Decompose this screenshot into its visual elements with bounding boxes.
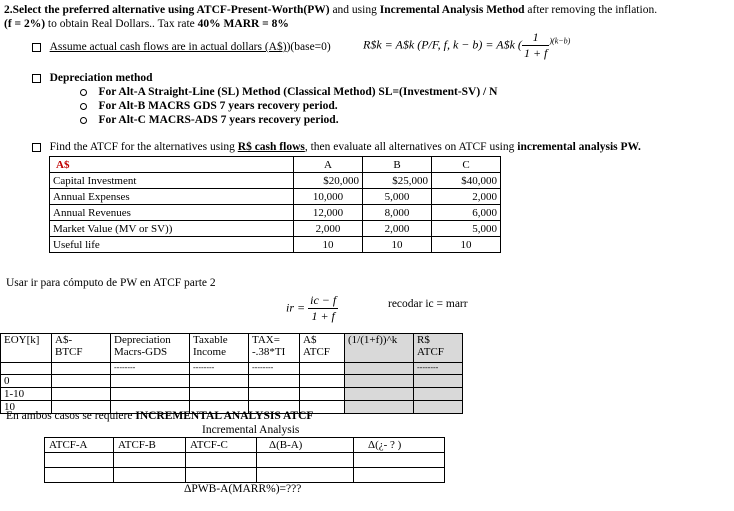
sentence-bold: INCREMENTAL ANALYSIS ATCF	[135, 410, 314, 422]
bullet-text: Find the ATCF for the alternatives using	[49, 141, 238, 153]
title-part: 2.Select the preferred alternative using	[4, 4, 197, 16]
frac-num: 1	[522, 30, 549, 46]
col-header-c: C	[432, 157, 501, 173]
table-row	[45, 468, 445, 483]
cell: 10	[432, 237, 501, 253]
cell: $40,000	[432, 173, 501, 189]
title-part: after removing the inflation.	[524, 4, 658, 16]
ir-formula	[286, 293, 338, 324]
bullet-text: incremental analysis PW.	[517, 141, 641, 153]
col-header: A$- BTCF	[52, 334, 111, 363]
cell: 12,000	[294, 205, 363, 221]
table-row	[1, 388, 463, 401]
circle-bullet-icon	[80, 103, 87, 110]
depreciation-item-text: For Alt-C MACRS-ADS 7 years recovery period.	[98, 114, 339, 126]
col-header: Δ(¿- ? )	[354, 438, 445, 453]
cell: 10	[363, 237, 432, 253]
dash: --------	[111, 363, 190, 375]
ir-den: 1 + f	[311, 309, 335, 323]
row-label: Useful life	[50, 237, 294, 253]
incremental-caption: Incremental Analysis	[202, 424, 300, 436]
col-header: Depreciation Macrs-GDS	[111, 334, 190, 363]
checkbox-icon	[32, 43, 41, 52]
depreciation-item	[80, 86, 497, 98]
col-header: TAX= -.38*TI	[249, 334, 300, 363]
dash: --------	[190, 363, 249, 375]
eoy-cell: 1-10	[1, 388, 52, 401]
depreciation-item-text: For Alt-A Straight-Line (SL) Method (Classical Method) SL=(Investment-SV) / N	[98, 86, 498, 98]
dash-row	[1, 363, 463, 375]
table-row	[1, 375, 463, 388]
table-row	[50, 189, 501, 205]
table-corner: A$	[50, 157, 294, 173]
bullet-text: Assume actual cash flows are in actual dollars (A$)	[49, 41, 287, 53]
table-row	[50, 221, 501, 237]
cell: 8,000	[363, 205, 432, 221]
bullet-actual-dollars	[32, 41, 331, 53]
cell: 2,000	[432, 189, 501, 205]
title-part: to obtain Real Dollars.. Tax rate	[45, 18, 198, 30]
col-header: ATCF-A	[45, 438, 114, 453]
col-header-a: A	[294, 157, 363, 173]
conversion-formula	[363, 30, 570, 61]
table-row	[50, 205, 501, 221]
incremental-sentence	[6, 410, 313, 422]
col-header: Δ(B-A)	[257, 438, 354, 453]
cell: 2,000	[294, 221, 363, 237]
eoy-cell: 10	[1, 401, 52, 414]
base-note: )(base=0)	[286, 41, 331, 53]
title-part: and using	[329, 4, 380, 16]
formula-text: R$k = A$k (P/F, f, k − b) = A$k (	[363, 37, 522, 52]
dash: --------	[249, 363, 300, 375]
col-header: Taxable Income	[190, 334, 249, 363]
cell: 5,000	[432, 221, 501, 237]
cell: 2,000	[363, 221, 432, 237]
sentence-text: En ambos casos se requiere	[6, 410, 136, 422]
ir-num: ic − f	[310, 293, 337, 307]
alternatives-table	[49, 156, 501, 253]
row-label: Annual Expenses	[50, 189, 294, 205]
bullet-text: R$ cash flows	[237, 141, 305, 153]
inflation-rate: (f = 2%)	[4, 18, 46, 30]
formula-exponent: )(k−b)	[549, 36, 571, 46]
row-label: Capital Investment	[50, 173, 294, 189]
depreciation-item	[80, 100, 338, 112]
col-header: ATCF-B	[114, 438, 186, 453]
col-header-b: B	[363, 157, 432, 173]
eoy-cell: 0	[1, 375, 52, 388]
marr: MARR = 8%	[220, 18, 289, 30]
depreciation-heading	[32, 72, 153, 84]
cell: 10	[294, 237, 363, 253]
circle-bullet-icon	[80, 89, 87, 96]
title-part: ATCF-Present-Worth(PW)	[196, 4, 330, 16]
row-label: Annual Revenues	[50, 205, 294, 221]
cell: 10,000	[294, 189, 363, 205]
col-header: A$ ATCF	[300, 334, 345, 363]
title-line-2	[4, 18, 289, 30]
frac-den: 1 + f	[523, 46, 548, 60]
depreciation-title: Depreciation method	[49, 72, 153, 84]
cell: $25,000	[363, 173, 432, 189]
ir-lhs: ir =	[286, 300, 306, 315]
delta-pw-footer: ΔPWB-A(MARR%)=???	[184, 483, 302, 495]
page-title	[4, 4, 657, 16]
table-row	[50, 173, 501, 189]
col-header: EOY[k]	[1, 334, 52, 363]
bullet-text: , then evaluate all alternatives on ATCF using	[304, 141, 518, 153]
col-header: ATCF-C	[186, 438, 257, 453]
formula-fraction	[522, 30, 549, 61]
checkbox-icon	[32, 143, 41, 152]
depreciation-item	[80, 114, 339, 126]
depreciation-item-text: For Alt-B MACRS GDS 7 years recovery period.	[98, 100, 338, 112]
checkbox-icon	[32, 74, 41, 83]
recodar-note: recodar ic = marr	[388, 298, 468, 310]
bullet-find-atcf	[32, 141, 641, 153]
incremental-table	[44, 437, 445, 483]
row-label: Market Value (MV or SV))	[50, 221, 294, 237]
atcf-table	[0, 333, 463, 414]
table-row	[50, 237, 501, 253]
dash: --------	[414, 363, 463, 375]
ir-fraction	[308, 293, 338, 324]
col-header: (1/(1+f))^k	[345, 334, 414, 363]
title-part: Incremental Analysis Method	[379, 4, 525, 16]
circle-bullet-icon	[80, 117, 87, 124]
table-row	[45, 453, 445, 468]
cell: 5,000	[363, 189, 432, 205]
ir-note: Usar ir para cómputo de PW en ATCF parte 2	[6, 277, 216, 289]
cell: 6,000	[432, 205, 501, 221]
cell: $20,000	[294, 173, 363, 189]
tax-rate: 40%	[197, 18, 221, 30]
col-header: R$ ATCF	[414, 334, 463, 363]
